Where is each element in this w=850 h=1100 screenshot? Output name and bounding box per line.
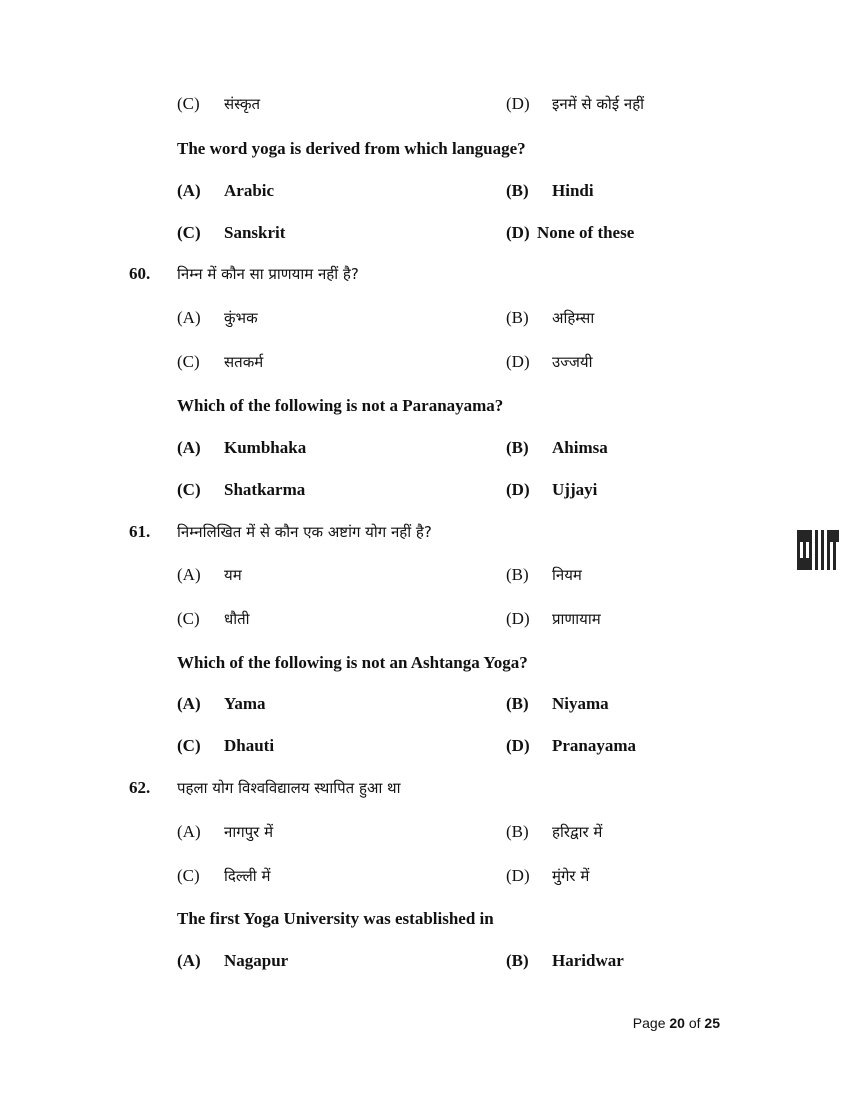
option-text: दिल्ली में [224,867,271,885]
page-prefix: Page [632,1015,666,1031]
question-text: पहला योग विश्वविद्यालय स्थापित हुआ था [177,779,401,797]
option-text: कुंभक [224,309,258,327]
question-number: 62. [129,778,151,797]
option-label: (C) [177,352,200,371]
option-label: (A) [177,308,201,327]
option-text: Yama [224,694,266,713]
question-number: 61. [129,522,151,541]
option-label: (D) [506,736,530,755]
option-text: हरिद्वार में [552,823,603,841]
option-text: Hindi [552,181,594,200]
option-text: None of these [537,223,635,242]
option-text: Ujjayi [552,480,598,499]
option-text: Kumbhaka [224,438,307,457]
option-label: (A) [177,822,201,841]
option-label: (D) [506,480,530,499]
option-text: धौती [224,610,250,628]
option-label: (B) [506,822,529,841]
option-text: मुंगेर में [552,867,590,885]
option-text: Sanskrit [224,223,286,242]
option-text: प्राणायाम [552,610,601,628]
option-text: Nagapur [224,951,289,970]
option-label: (B) [506,951,529,970]
option-text: अहिम्सा [552,309,595,327]
option-label: (A) [177,565,201,584]
option-text: Arabic [224,181,275,200]
option-text: इनमें से कोई नहीं [552,95,645,113]
option-label: (A) [177,181,201,200]
option-text: यम [224,566,242,584]
total-pages: 25 [704,1015,720,1031]
option-text: सतकर्म [224,353,264,371]
option-text: Ahimsa [552,438,608,457]
option-text: Pranayama [552,736,637,755]
question-text: The word yoga is derived from which language? [177,139,526,158]
qr-code-icon [797,530,839,570]
question-text: Which of the following is not an Ashtanga Yoga? [177,653,528,672]
option-label: (A) [177,694,201,713]
option-label: (C) [177,609,200,628]
option-label: (D) [506,866,530,885]
question-text: निम्न में कौन सा प्राणयाम नहीं है? [177,265,359,283]
option-label: (B) [506,181,529,200]
option-label: (D) [506,223,530,242]
option-label: (B) [506,565,529,584]
option-label: (B) [506,308,529,327]
option-label: (D) [506,352,530,371]
option-label: (A) [177,438,201,457]
page-of: of [688,1015,701,1031]
option-label: (D) [506,609,530,628]
option-text: संस्कृत [224,95,261,113]
option-label: (B) [506,438,529,457]
option-label: (C) [177,223,201,242]
option-text: नियम [552,566,582,584]
option-label: (C) [177,94,200,113]
option-label: (A) [177,951,201,970]
option-label: (C) [177,866,200,885]
option-text: Haridwar [552,951,624,970]
q59-hi-options-cd [0,92,850,116]
option-label: (C) [177,736,201,755]
option-text: Dhauti [224,736,275,755]
question-text: निम्नलिखित में से कौन एक अष्टांग योग नहीं है? [177,523,432,541]
page-number [633,1015,720,1031]
option-text: Shatkarma [224,480,306,499]
option-label: (C) [177,480,201,499]
option-text: Niyama [552,694,609,713]
current-page: 20 [669,1015,685,1031]
question-number: 60. [129,264,151,283]
question-text: Which of the following is not a Paranayama? [177,396,504,415]
option-label: (B) [506,694,529,713]
option-text: नागपुर में [224,823,274,841]
option-label: (D) [506,94,530,113]
option-text: उज्जयी [552,353,593,371]
question-text: The first Yoga University was established in [177,909,494,928]
